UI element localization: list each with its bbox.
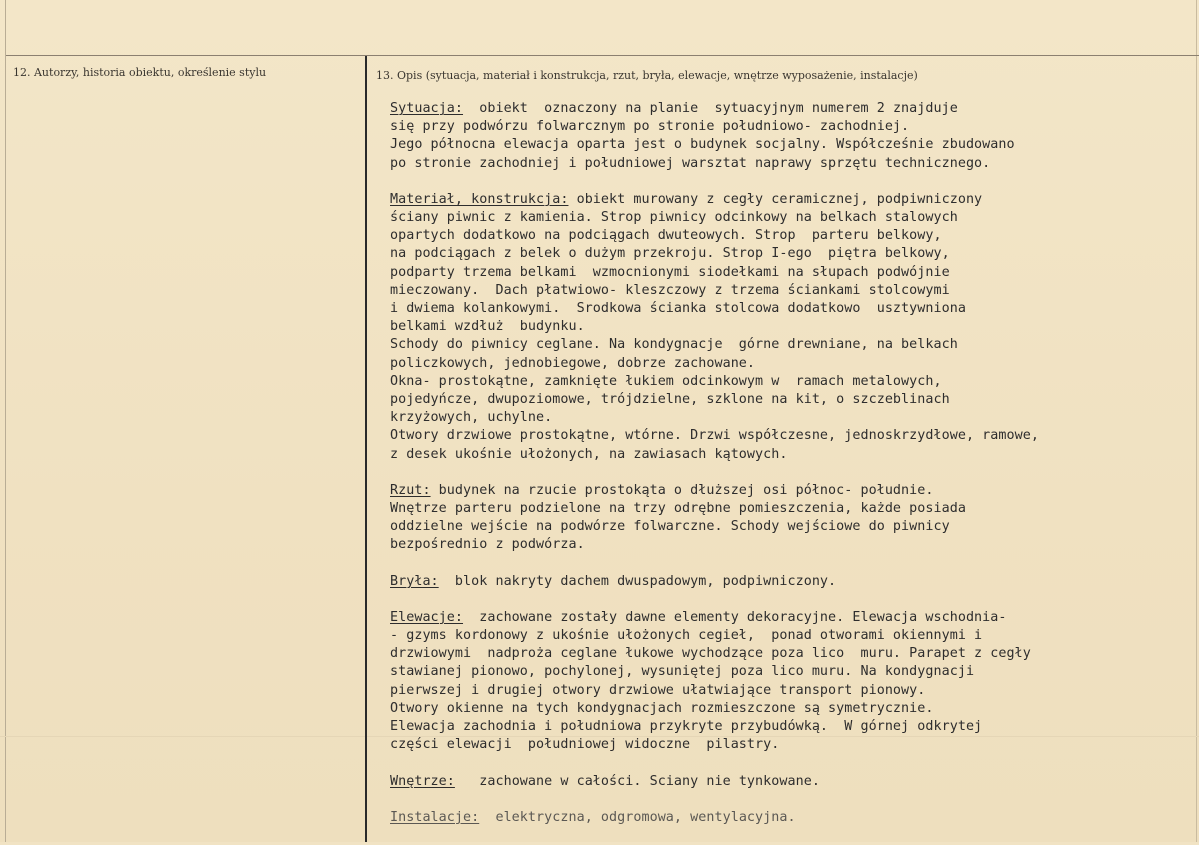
line bbox=[390, 809, 1196, 827]
line bbox=[390, 609, 1196, 627]
text: obiekt oznaczony na planie sytuacyjnym numerem 2 znajduje bbox=[463, 101, 958, 116]
label-material: Materiał, konstrukcja: bbox=[390, 191, 569, 207]
paragraph-bryla bbox=[390, 573, 1196, 591]
line: Otwory okienne na tych kondygnacjach rozmieszczone są symetrycznie. bbox=[390, 700, 934, 716]
line: Wnętrze parteru podzielone na trzy odrębne pomieszczenia, każde posiada bbox=[390, 501, 966, 517]
label-elewacje: Elewacje: bbox=[390, 609, 464, 625]
line: policzkowych, jednobiegowe, dobrze zachowane. bbox=[390, 355, 756, 371]
line: bezpośrednio z podwórza. bbox=[390, 537, 585, 553]
paragraph-elewacje bbox=[390, 609, 1196, 755]
line: stawianej pionowo, pochylonej, wysuniętej poza lico muru. Na kondygnacji bbox=[390, 664, 975, 680]
text: elektryczna, odgromowa, wentylacyjna. bbox=[479, 809, 796, 825]
text: zachowane w całości. Sciany nie tynkowane. bbox=[454, 773, 820, 789]
label-wnetrze: Wnętrze: bbox=[390, 773, 455, 789]
paragraph-wnetrze bbox=[390, 773, 1196, 791]
line: z desek ukośnie ułożonych, na zawiasach kątowych. bbox=[390, 446, 788, 462]
line: krzyżowych, uchylne. bbox=[390, 410, 553, 426]
paragraph-rzut bbox=[390, 482, 1196, 555]
line bbox=[390, 482, 1196, 500]
line: Jego północna elewacja oparta jest o budynek socjalny. Współcześnie zbudowano bbox=[390, 137, 1015, 153]
line: - gzyms kordonowy z ukośnie ułożonych cegieł, ponad otworami okiennymi i bbox=[390, 628, 983, 644]
line: Otwory drzwiowe prostokątne, wtórne. Drzwi współczesne, jednoskrzydłowe, ramowe, bbox=[390, 428, 1039, 444]
label-bryla: Bryła: bbox=[390, 573, 439, 589]
line bbox=[390, 191, 1196, 209]
text: budynek na rzucie prostokąta o dłuższej osi północ- południe. bbox=[430, 482, 934, 498]
card-right-edge bbox=[1196, 0, 1197, 842]
line: Schody do piwnicy ceglane. Na kondygnacje górne drewniane, na belkach bbox=[390, 337, 958, 353]
line: na podciągach z belek o dużym przekroju. Strop I-ego piętra belkowy, bbox=[390, 246, 950, 262]
line: belkami wzdłuż budynku. bbox=[390, 319, 585, 335]
line: pojedyńcze, dwupoziomowe, trójdzielne, szklone na kit, o szczeblinach bbox=[390, 392, 950, 408]
label-instalacje: Instalacje: bbox=[390, 809, 480, 825]
section-12-heading: 12. Autorzy, historia obiektu, określenie stylu bbox=[13, 66, 267, 79]
text: zachowane zostały dawne elementy dekoracyjne. Elewacja wschodnia- bbox=[463, 609, 1007, 625]
line: ściany piwnic z kamienia. Strop piwnicy odcinkowy na belkach stalowych bbox=[390, 210, 958, 226]
typed-description bbox=[390, 100, 1196, 845]
label-sytuacja: Sytuacja: bbox=[390, 101, 464, 116]
line: opartych dodatkowo na podciągach dwuteowych. Strop parteru belkowy, bbox=[390, 228, 942, 244]
line: Elewacja zachodnia i południowa przykryte przybudówką. W górnej odkrytej bbox=[390, 719, 983, 735]
card-left-edge bbox=[5, 0, 6, 842]
line: mieczowany. Dach płatwiowo- kleszczowy z trzema ściankami stolcowymi bbox=[390, 282, 950, 298]
line: Okna- prostokątne, zamknięte łukiem odcinkowym w ramach metalowych, bbox=[390, 373, 942, 389]
line: i dwiema kolankowymi. Srodkowa ścianka stolcowa dodatkowo usztywniona bbox=[390, 301, 966, 317]
column-divider bbox=[365, 56, 367, 842]
line: się przy podwórzu folwarcznym po stronie południowo- zachodniej. bbox=[390, 119, 910, 135]
paragraph-instalacje bbox=[390, 809, 1196, 827]
line bbox=[390, 100, 1196, 118]
line bbox=[390, 773, 1196, 791]
label-rzut: Rzut: bbox=[390, 482, 431, 498]
line: po stronie zachodniej i południowej warsztat naprawy sprzętu technicznego. bbox=[390, 155, 991, 171]
line bbox=[390, 573, 1196, 591]
section-13-heading: 13. Opis (sytuacja, materiał i konstrukcja, rzut, bryła, elewacje, wnętrze wyposażenie, instalacje) bbox=[376, 69, 918, 82]
paragraph-sytuacja bbox=[390, 100, 1196, 173]
text: obiekt murowany z cegły ceramicznej, podpiwniczony bbox=[568, 191, 983, 207]
line: pierwszej i drugiej otwory drzwiowe ułatwiające transport pionowy. bbox=[390, 682, 926, 698]
line: drzwiowymi nadproża ceglane łukowe wychodzące poza lico muru. Parapet z cegły bbox=[390, 646, 1031, 662]
line: podparty trzema belkami wzmocnionymi siodełkami na słupach podwójnie bbox=[390, 264, 950, 280]
line: części elewacji południowej widoczne pilastry. bbox=[390, 737, 780, 753]
text: blok nakryty dachem dwuspadowym, podpiwniczony. bbox=[438, 573, 837, 589]
header-rule bbox=[6, 55, 1199, 56]
paragraph-material bbox=[390, 191, 1196, 464]
line: oddzielne wejście na podwórze folwarczne. Schody wejściowe do piwnicy bbox=[390, 519, 950, 535]
